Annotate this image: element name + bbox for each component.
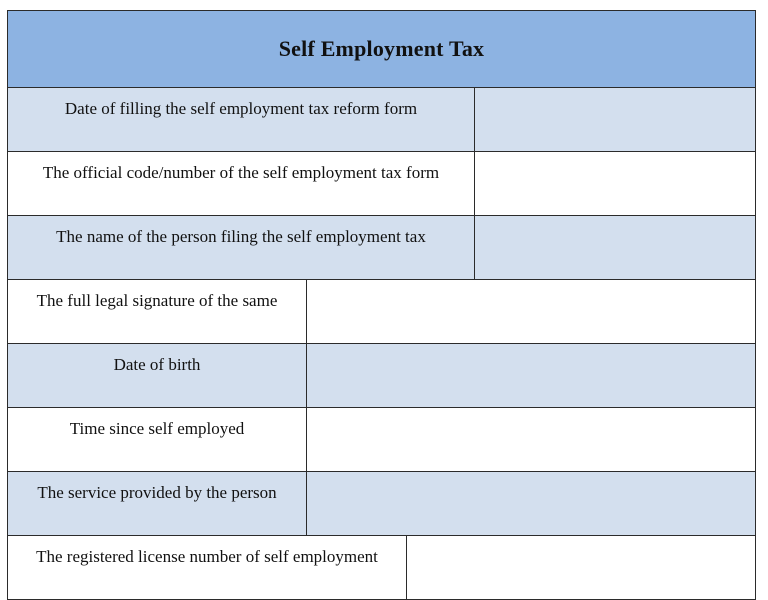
- field-input-signature[interactable]: [307, 280, 755, 343]
- field-label-filer-name: The name of the person filing the self employment tax: [8, 216, 475, 279]
- field-input-service-provided[interactable]: [307, 472, 755, 535]
- field-label-filing-date: Date of filling the self employment tax reform form: [8, 88, 475, 151]
- field-input-date-of-birth[interactable]: [307, 344, 755, 407]
- field-input-filer-name[interactable]: [475, 216, 755, 279]
- field-label-signature: The full legal signature of the same: [8, 280, 307, 343]
- form-row-filing-date: [7, 88, 756, 152]
- form-row-signature: [7, 280, 756, 344]
- form-row-date-of-birth: [7, 344, 756, 408]
- field-input-filing-date[interactable]: [475, 88, 755, 151]
- field-input-license-number[interactable]: [407, 536, 755, 599]
- form-row-form-code: [7, 152, 756, 216]
- field-input-form-code[interactable]: [475, 152, 755, 215]
- form-row-time-self-employed: [7, 408, 756, 472]
- field-label-service-provided: The service provided by the person: [8, 472, 307, 535]
- field-label-time-self-employed: Time since self employed: [8, 408, 307, 471]
- field-label-date-of-birth: Date of birth: [8, 344, 307, 407]
- field-label-form-code: The official code/number of the self employment tax form: [8, 152, 475, 215]
- form-row-license-number: [7, 536, 756, 600]
- self-employment-tax-form: [7, 10, 756, 590]
- field-label-license-number: The registered license number of self employment: [8, 536, 407, 599]
- form-title-bar: [7, 10, 756, 88]
- form-title: Self Employment Tax: [278, 36, 485, 61]
- form-row-filer-name: [7, 216, 756, 280]
- form-row-service-provided: [7, 472, 756, 536]
- field-input-time-self-employed[interactable]: [307, 408, 755, 471]
